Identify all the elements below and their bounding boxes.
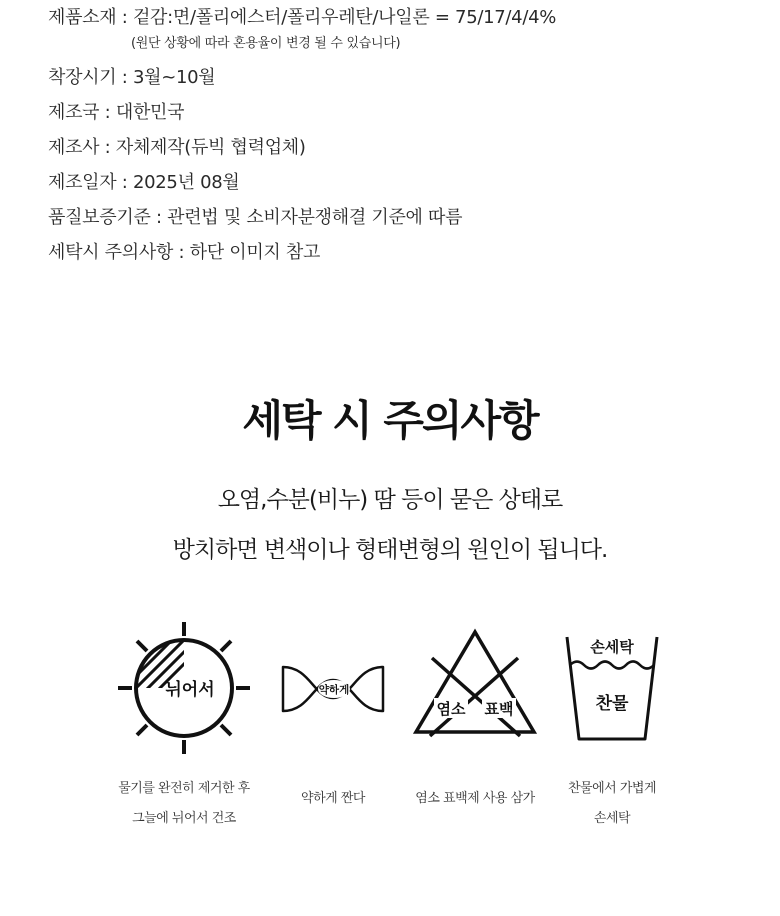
handwash-icon-label-1: 손세탁 [590,638,634,656]
handwash-caption-line-2: 손세탁 [593,811,631,826]
dry-icon-label: 뉘어서 [165,680,215,700]
care-title: 세탁 시 주의사항 [242,396,538,445]
wring-icon-label: 약하게 [318,684,350,696]
handwash-caption [542,774,682,834]
care-warning-line-2: 방치하면 변색이나 형태변형의 원인이 됩니다. [172,537,608,563]
no-chlorine-bleach-icon [412,628,538,738]
spec-maker: 제조사 : 자체제작(듀빅 협력업체) [48,137,306,158]
care-warning-line-1: 오염,수분(비누) 땀 등이 묻은 상태로 [217,487,563,513]
spec-date: 제조일자 : 2025년 08월 [48,172,240,193]
dry-caption-line-2: 그늘에 뉘어서 건조 [132,811,236,826]
handwash-caption-line-1: 찬물에서 가볍게 [567,781,657,796]
wring-caption [263,784,403,814]
bleach-icon-label-2: 표백 [484,700,514,718]
dry-caption [94,774,274,834]
dry-caption-line-1: 물기를 완전히 제거한 후 [118,781,250,796]
spec-material-note: (원단 상황에 따라 혼용율이 변경 될 수 있습니다) [131,36,401,51]
spec-season: 착장시기 : 3월~10월 [48,67,216,88]
hand-wash-cold-icon [563,633,661,743]
spec-care: 세탁시 주의사항 : 하단 이미지 참고 [48,242,321,263]
spec-country: 제조국 : 대한민국 [48,102,185,123]
handwash-icon-label-2: 찬물 [595,694,629,714]
spec-quality: 품질보증기준 : 관련법 및 소비자분쟁해결 기준에 따름 [48,207,463,228]
wring-caption-line-1: 약하게 짠다 [301,791,365,806]
bleach-icon-label-1: 염소 [436,700,466,718]
dry-flat-shade-icon [118,622,250,754]
spec-material: 제품소재 : 겉감:면/폴리에스터/폴리우레탄/나일론 = 75/17/4/4% [48,7,557,28]
bleach-caption-line-1: 염소 표백제 사용 삼가 [415,791,535,806]
wring-gently-icon [280,664,386,714]
bleach-caption [400,784,550,814]
